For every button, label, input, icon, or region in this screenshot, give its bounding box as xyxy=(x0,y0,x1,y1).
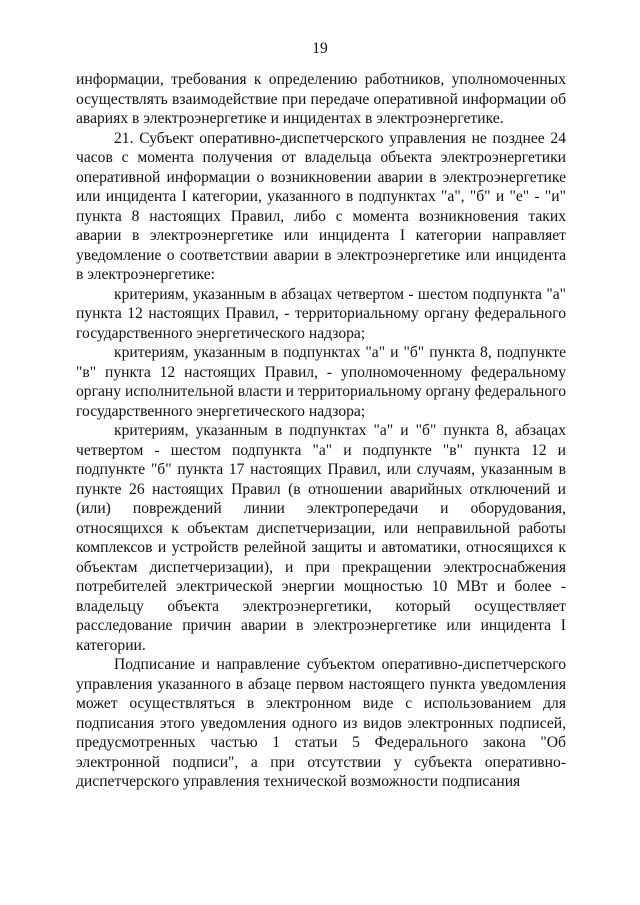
paragraph-signing: Подписание и направление субъектом оперативно-диспетчерского управления указанного в абзаце первом настоящего пункта уведомления может осуществляться в электронном виде с использованием для подписания этого уведомления одного из видов электронных подписей, предусмотренных частью 1 статьи 5 Федерального закона "Об электронной подписи", а при отсутствии у субъекта оперативно-диспетчерского управления технической возможности подписания xyxy=(76,656,566,790)
page-number: 19 xyxy=(312,40,328,57)
paragraph-criteria-federal: критериям, указанным в подпунктах "а" и "б" пункта 8, подпункте "в" пункта 12 настоящих Правил, - уполномоченному федеральному органу исполнительной власти и территориальному органу федерального государственного энергетического надзора; xyxy=(76,344,566,420)
paragraph-criteria-territorial: критериям, указанным в абзацах четвертом - шестом подпункта "а" пункта 12 настоящих Правил, - территориальному органу федерального государственного энергетического надзора; xyxy=(76,285,566,342)
paragraph-continuation: информации, требования к определению работников, уполномоченных осуществлять взаимодействие при передаче оперативной информации об авариях в электроэнергетике и инцидентах в электроэнергетике. xyxy=(76,71,566,127)
paragraph-clause-21: 21. Субъект оперативно-диспетчерского управления не позднее 24 часов с момента получения от владельца объекта электроэнергетики оперативной информации о возникновении аварии в электроэнергетике или инцидента I категории, указанного в подпунктах "а", "б" и "е" - "и" пункта 8 настоящих Правил, либо с момента возникновения таких аварии в электроэнергетике или инцидента I категории направляет уведомление о соответствии аварии в электроэнергетике или инцидента в электроэнергетике: xyxy=(76,129,566,283)
document-body xyxy=(76,70,566,792)
paragraph-criteria-owner: критериям, указанным в подпунктах "а" и "б" пункта 8, абзацах четвертом - шестом подпункта "а" и подпункте "в" пункта 12 и подпункте "б" пункта 17 настоящих Правил, или случаям, указанным в пункте 26 настоящих Правил (в отношении аварийных отключений и (или) повреждений линии электропередачи и оборудования, относящихся к объектам диспетчеризации, или неправильной работы комплексов и устройств релейной защиты и автоматики, относящихся к объектам диспетчеризации), и при прекращении электроснабжения потребителей электрической энергии мощностью 10 МВт и более - владельцу объекта электроэнергетики, который осуществляет расследование причин аварии в электроэнергетике или инцидента I категории. xyxy=(76,422,566,654)
